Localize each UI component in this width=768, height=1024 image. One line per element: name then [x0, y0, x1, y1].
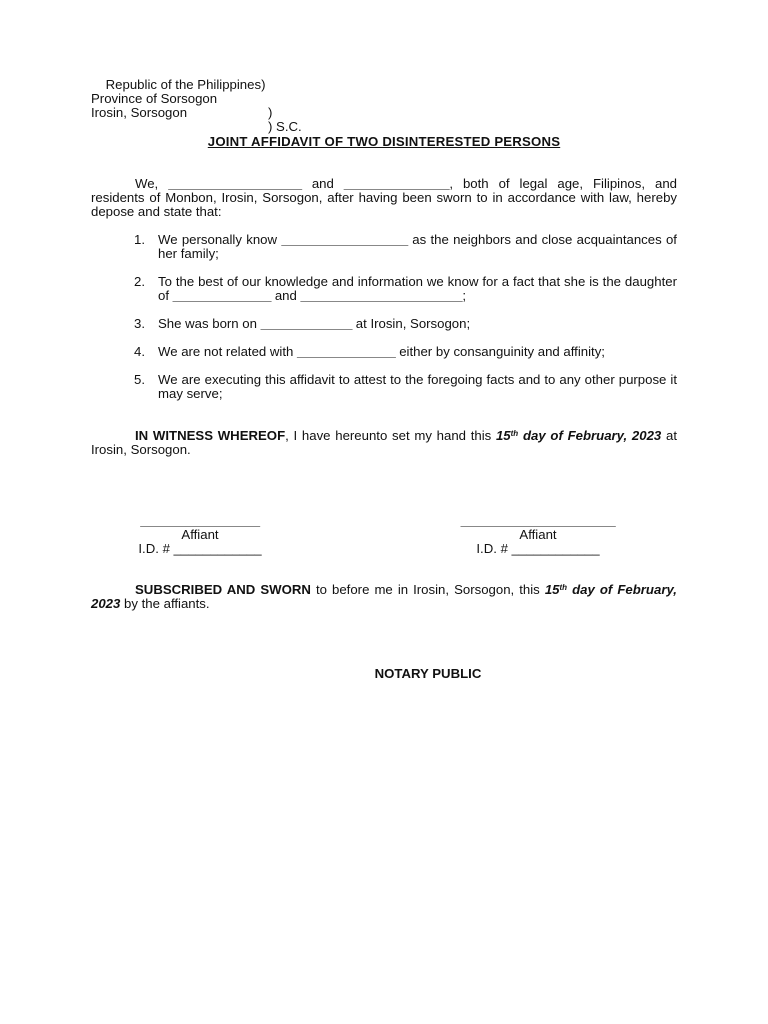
intro-paragraph	[91, 177, 677, 219]
affiant-1-id-blank: ____________	[173, 541, 262, 556]
list-item-2-blank-2: _______________________	[300, 288, 463, 303]
witness-text-1: , I have hereunto set my hand this	[285, 428, 492, 443]
list-item-3-pre: She was born on	[158, 316, 257, 331]
jurat-paragraph	[91, 583, 677, 611]
list-item-5-body	[158, 373, 677, 401]
list-item-2-post: ;	[462, 288, 466, 303]
affiant-2-id	[428, 542, 648, 556]
list-item-2-number: 2.	[134, 274, 145, 289]
affiant-1-id	[110, 542, 290, 556]
witness-day-number: 15	[495, 428, 511, 443]
affiant-1-id-label: I.D. #	[138, 541, 170, 556]
list-item-1-number: 1.	[134, 232, 145, 247]
list-item-1-blank: __________________	[281, 232, 408, 247]
list-item-3-number: 3.	[134, 316, 145, 331]
list-item-2-blank-1: ______________	[172, 288, 272, 303]
affiant-2-label: Affiant	[519, 527, 557, 542]
intro-and: and	[311, 176, 334, 191]
venue-country-text: Republic of the Philippines)	[105, 77, 266, 92]
venue-province-paren: )	[268, 105, 273, 120]
witness-paragraph	[91, 429, 677, 457]
list-item-1-pre: We personally know	[158, 232, 278, 247]
list-item-2-body	[158, 275, 677, 303]
list-item-2-mid: and	[274, 288, 297, 303]
venue-province-text: Province of Sorsogon	[91, 91, 218, 106]
affiant-signature-2	[428, 514, 648, 556]
jurat-day-number: 15	[544, 582, 560, 597]
list-item-5-text: We are executing this affidavit to attest to the foregoing facts and to any other purpose it may serve;	[158, 372, 677, 401]
list-item-3-post: at Irosin, Sorsogon;	[355, 316, 471, 331]
venue-municipality-text: Irosin, Sorsogon	[91, 105, 188, 120]
affiant-2-signature-line: ______________________	[460, 513, 616, 528]
list-item-3-blank: _____________	[260, 316, 353, 331]
jurat-lead: SUBSCRIBED AND SWORN	[135, 582, 311, 597]
intro-we: We,	[135, 176, 159, 191]
affiant-1-label: Affiant	[181, 527, 219, 542]
witness-day-suffix: th	[510, 429, 519, 438]
document-title: JOINT AFFIDAVIT OF TWO DISINTERESTED PERSONS	[207, 134, 561, 149]
intro-rest: , both of legal age, Filipinos, and residents of Monbon, Irosin, Sorsogon, after having been sworn to in accordance with law, hereby depose and state that:	[91, 176, 677, 219]
jurat-text-1: to before me in Irosin, Sorsogon, this	[315, 582, 540, 597]
jurat-day-suffix: th	[559, 583, 568, 592]
affiant-signature-1	[110, 514, 290, 556]
venue-municipality-suffix: ) S.C.	[268, 119, 302, 134]
intro-blank-2: _______________	[343, 176, 450, 191]
witness-date: February, 2023	[567, 428, 662, 443]
affiant-1-signature-line: _________________	[140, 513, 260, 528]
list-item-3-body	[158, 317, 677, 331]
list-item-1-body	[158, 233, 677, 261]
list-item-4-post: either by consanguinity and affinity;	[399, 344, 605, 359]
witness-lead: IN WITNESS WHEREOF	[135, 428, 286, 443]
list-item-2-pre: To the best of our knowledge and information we know for a fact that she is the daughter of	[158, 274, 677, 303]
list-item-4-pre: We are not related with	[158, 344, 294, 359]
list-item-5-number: 5.	[134, 372, 145, 387]
list-item-1-post: as the neighbors and close acquaintances of her family;	[158, 232, 677, 261]
list-item-4-blank: ______________	[297, 344, 396, 359]
jurat-text-2: by the affiants.	[124, 596, 210, 611]
notary-public-label: NOTARY PUBLIC	[374, 666, 482, 681]
intro-blank-1: ___________________	[168, 176, 302, 191]
jurat-date: February, 2023	[91, 582, 677, 611]
affiant-2-id-label: I.D. #	[476, 541, 508, 556]
witness-text-2: at Irosin, Sorsogon.	[91, 428, 677, 457]
list-item-4-body	[158, 345, 677, 359]
affiant-2-id-blank: ____________	[511, 541, 600, 556]
list-item-4-number: 4.	[134, 344, 145, 359]
jurat-day-of: day of	[572, 582, 613, 597]
witness-day-of: day of	[522, 428, 563, 443]
